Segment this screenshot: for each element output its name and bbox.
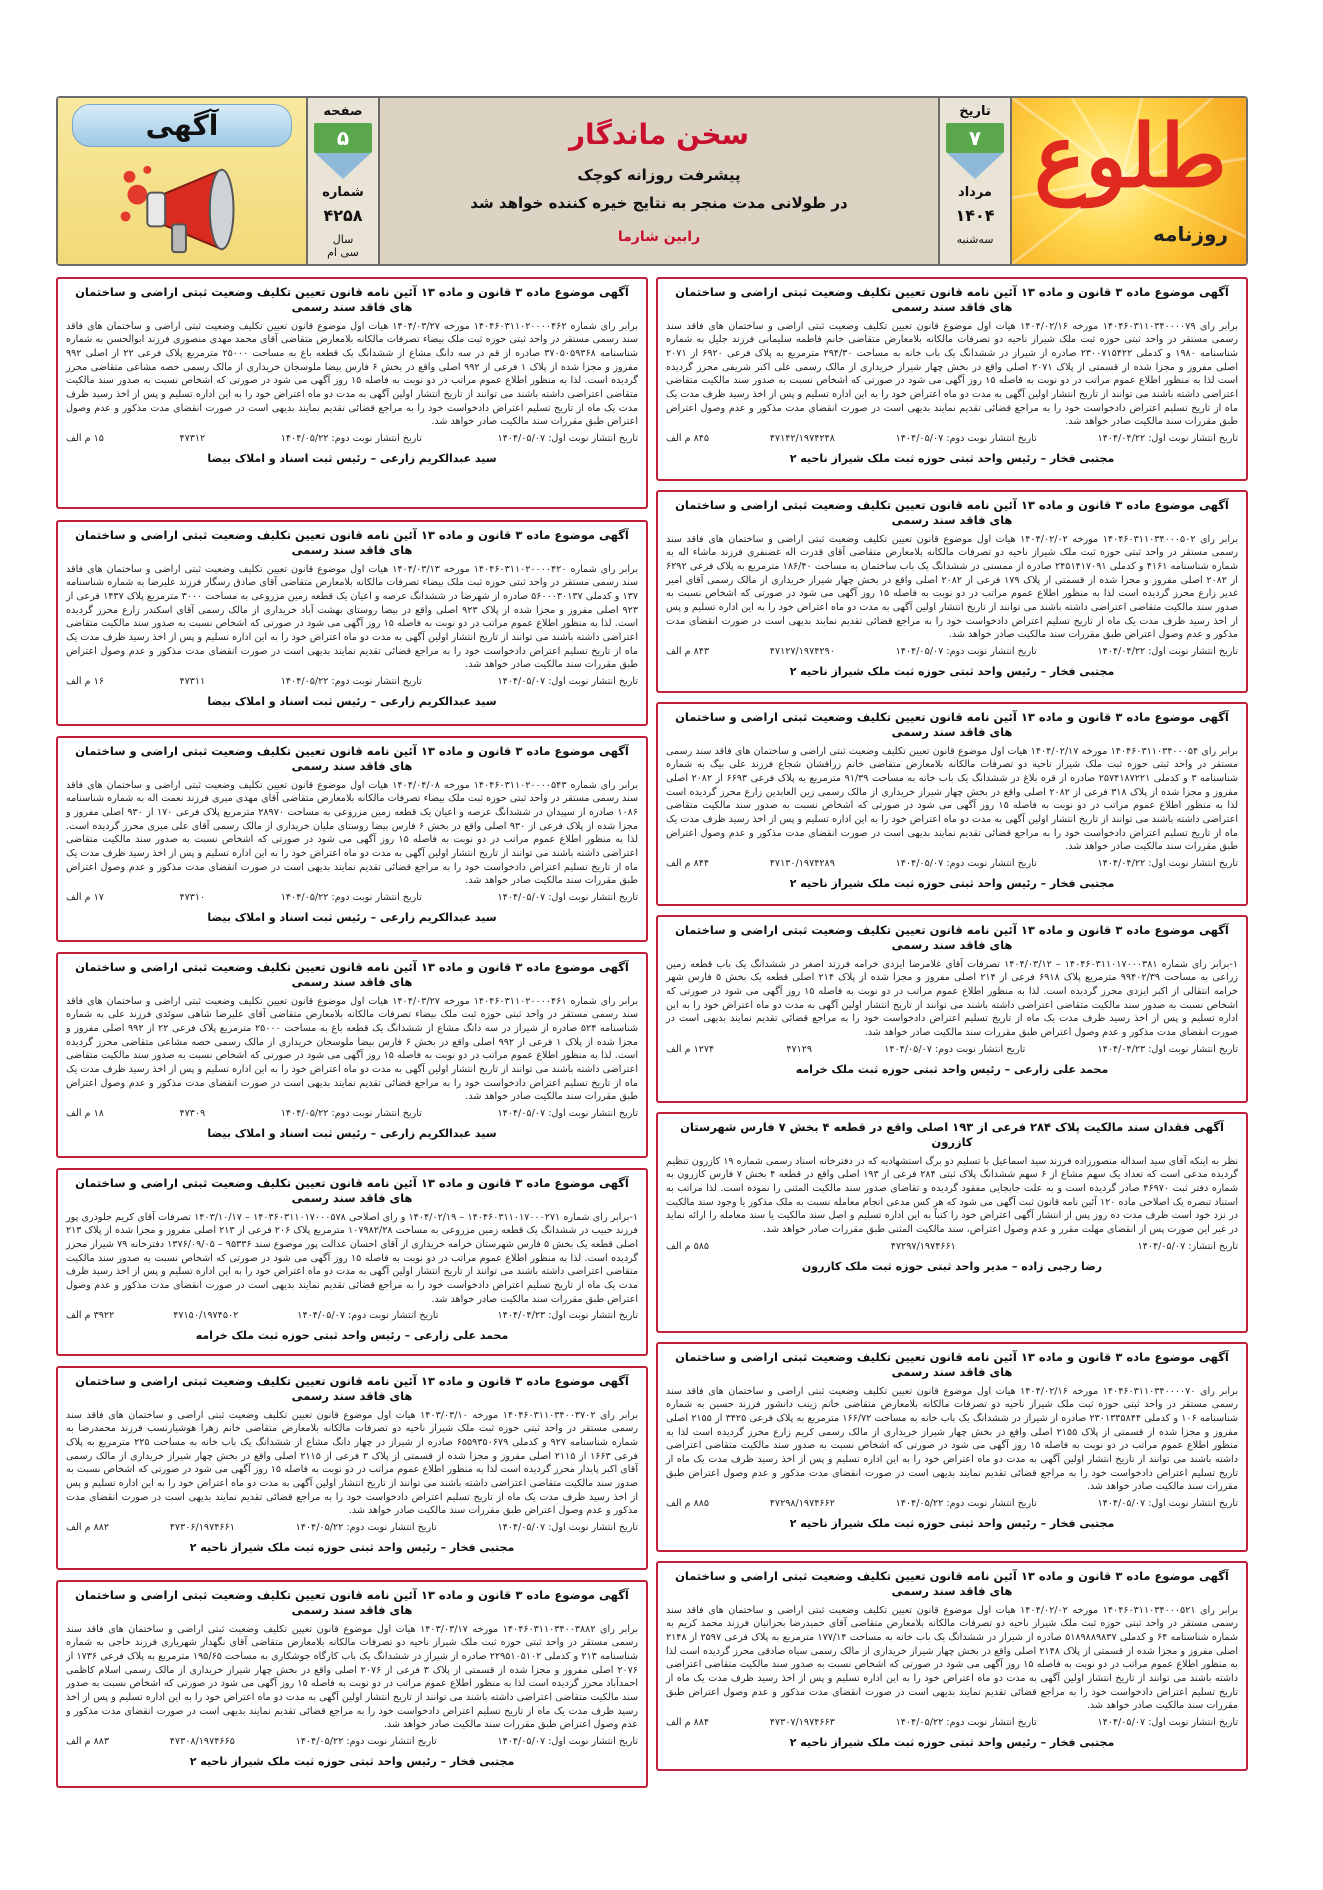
logo-subtitle: روزنامه (1153, 222, 1228, 246)
publish-date-first: تاریخ انتشار نوبت اول: ۱۴۰۴/۰۵/۰۷ (497, 1521, 638, 1533)
editorial-author: رابین شارما (617, 228, 701, 245)
notice-signature: مجتبی فخار – رئیس واحد ثبتی حوزه ثبت ملک شیراز ناحیه ۲ (189, 1540, 515, 1554)
notice-body: برابر رای شماره ۱۴۰۴۶۰۳۱۱۰۲۰۰۰۰۵۴۳ مورخه ۱۴۰۴/۰۴/۰۸ هیات اول موضوع قانون تعیین تکلیف وضعیت ثبتی اراضی و ساختمان های فاقد سند رسمی مستقر در واحد ثبتی حوزه ثبت ملک بیضاء تصرفات مالکانه بلامعارض متقاضی آقای مهدی میری فرزند نعمت اله به شماره شناسنامه ۱۰۸۶ صادره از سپیدان در ششدانگ عرصه و اعیان یک قطعه زمین مزروعی به مساحت ۲۸۹۷۰ مترمربع پلاک فرعی ۱۷۰ از ۹۳۰ اصلی مفروز و مجزا شده از پلاک فرعی از ۹۳۰ اصلی واقع در بخش ۶ فارس بیضا روستای ملیان خریداری از مالک رسمی آقای علی میری محرز گردیده است. لذا به منظور اطلاع عموم مراتب در دو نوبت به فاصله ۱۵ روز آگهی می شود در صورتی که اشخاص نسبت به صدور سند مالکیت متقاضی اعتراضی داشته باشند می توانند از تاریخ انتشار اولین آگهی به مدت دو ماه اعتراض خود را به این اداره تسلیم و پس از اخذ رسید ظرف مدت یک ماه از تاریخ تسلیم اعتراض دادخواست خود را به مراجع قضائی تقدیم نمایند بدیهی است در صورت انقضای مدت مذکور و عدم وصول اعتراض طبق مقررات سند مالکیت صادر خواهد شد. (66, 779, 638, 887)
notice-meta (666, 1044, 1238, 1055)
publish-date-first: تاریخ انتشار نوبت اول: ۱۴۰۴/۰۴/۲۲ (1097, 857, 1238, 869)
notice-signature: مجتبی فخار – رئیس واحد ثبتی حوزه ثبت ملک شیراز ناحیه ۲ (789, 1516, 1115, 1530)
notice-title: آگهی موضوع ماده ۳ قانون و ماده ۱۳ آئین نامه قانون تعیین تکلیف وضعیت ثبتی اراضی و ساختمان های فاقد سند رسمی (75, 1374, 629, 1403)
notice-card (56, 520, 648, 726)
notice-signature: سید عبدالکریم زارعی – رئیس ثبت اسناد و املاک بیضا (207, 1126, 497, 1140)
notice-ref: ۸۸۴ م الف (666, 1716, 710, 1728)
notice-signature: مجتبی فخار – رئیس واحد ثبتی حوزه ثبت ملک شیراز ناحیه ۲ (789, 664, 1115, 678)
notice-code: ۴۷۱۲۹ (786, 1043, 813, 1055)
notice-code: ۴۷۳۰۸/۱۹۷۴۶۶۵ (169, 1735, 235, 1747)
notice-card (56, 1580, 648, 1788)
notice-meta (666, 646, 1238, 657)
notice-meta (666, 858, 1238, 869)
notice-body: ۱-برابر رای شماره ۱۴۰۴۶۰۳۱۱۰۱۷۰۰۰۲۷۱ – ۱۴۰۴/۰۲/۱۹ و رای اصلاحی ۱۴۰۳۶۰۳۱۱۰۱۷۰۰۰۵۷۸ – ۱۴۰۳/۱۰/۱۷ تصرفات آقای کریم جلودری پور فرزند حبیب در ششدانگ یک قطعه زمین مزروعی به مساحت ۱۰۷۹۸۲/۲۸ مترمربع پلاک ۲۰۶ فرعی از ۲۱۳ اصلی مفروز و مجزا شده از پلاک ۲۱۳ اصلی قطعه یک بخش ۵ فارس شهرستان خرامه خریداری از آقای احسان عدالت پور موضوع سند ۹۵۳۳۶ – ۱۳۷۶/۰۹/۰۵ دفترخانه ۷۹ شیراز محرز گردیده است. لذا به منظور اطلاع عموم مراتب در دو نوبت به فاصله ۱۵ روز آگهی می شود در صورتی که اشخاص نسبت به صدور سند مالکیت متقاضی اعتراضی داشته باشند می توانند از تاریخ انتشار اولین آگهی به مدت دو ماه اعتراض خود را به این اداره تسلیم و پس از اخذ رسید ظرف مدت یک ماه از تاریخ تسلیم اعتراض دادخواست خود را به مراجع قضائی تقدیم نمایند بدیهی است در صورت انقضای مدت مذکور و عدم وصول اعتراض طبق مقررات سند مالکیت صادر خواهد شد. (66, 1211, 638, 1305)
logo-wordmark: طلوع (1034, 106, 1227, 207)
notice-title: آگهی موضوع ماده ۳ قانون و ماده ۱۳ آئین نامه قانون تعیین تکلیف وضعیت ثبتی اراضی و ساختمان های فاقد سند رسمی (75, 1588, 629, 1617)
notice-card (656, 277, 1248, 481)
notice-ref: ۸۴۴ م الف (666, 857, 710, 869)
advertisement-title: آگهی (72, 104, 292, 147)
notice-body: برابر رای ۱۴۰۴۶۰۳۱۱۰۳۴۰۰۰۰۷۰ مورخه ۱۴۰۴/۰۲/۱۶ هیات اول موضوع قانون تعیین تکلیف وضعیت ثبتی اراضی و ساختمان های فاقد سند رسمی مستقر در واحد ثبتی حوزه ثبت ملک شیراز ناحیه دو تصرفات مالکانه بلامعارض متقاضی خانم زینب دانشور فرزند حسین به شماره شناسنامه ۱۰۶ و کدملی ۲۳۰۱۳۳۵۸۴۴ صادره از شیراز در ششدانگ یک باب خانه به مساحت ۱۶۶/۷۲ مترمربع به پلاک فرعی ۳۴۲۵ از ۲۱۵۵ اصلی مفروز و مجزا شده از قسمتی از پلاک ۲۱۵۵ اصلی واقع در بخش چهار شیراز خریداری از مالک رسمی کریم زارع محرز گردیده است لذا به منظور اطلاع عموم مراتب در دو نوبت به فاصله ۱۵ روز آگهی می شود در صورتی که اشخاص نسبت به صدور سند مالکیت متقاضی اعتراضی داشته باشند می توانند از تاریخ انتشار اولین آگهی به مدت دو ماه اعتراض خود را به این اداره تسلیم و پس از اخذ رسید ظرف مدت یک ماه از تاریخ تسلیم اعتراض دادخواست خود را به مراجع قضائی تقدیم نمایند بدیهی است در صورت انقضای مدت مذکور و عدم وصول اعتراض طبق مقررات سند مالکیت صادر خواهد شد. (666, 1385, 1238, 1493)
year-value: سی ام (327, 246, 359, 260)
notice-body: برابر رای شماره ۱۴۰۴۶۰۳۱۱۰۲۰۰۰۰۴۶۱ مورخه ۱۴۰۴/۰۳/۲۷ هیات اول موضوع قانون تعیین تکلیف وضعیت ثبتی اراضی و ساختمان های فاقد سند رسمی مستقر در واحد ثبتی حوزه ثبت ملک بیضاء تصرفات مالکانه بلامعارض متقاضی آقای علیرضا شاهی سوئدی فرزند علی به شماره شناسنامه ۵۲۴ صادره از شیراز در سه دانگ مشاع از ششدانگ یک قطعه باغ به مساحت ۲۵۰۰۰ مترمربع پلاک فرعی ۲۲ از ۹۹۲ اصلی مفروز و مجزا شده از پلاک ۱ فرعی از ۹۹۲ اصلی واقع در بخش ۶ فارس بیضا ملوسجان خریداری از مالک رسمی حصه مشاعی متقاضی محرز گردیده است. لذا به منظور اطلاع عموم مراتب در دو نوبت به فاصله ۱۵ روز آگهی می شود در صورتی که اشخاص نسبت به صدور سند مالکیت متقاضی اعتراضی داشته باشند می توانند از تاریخ انتشار اولین آگهی به مدت دو ماه اعتراض خود را به این اداره تسلیم و پس از اخذ رسید ظرف مدت یک ماه از تاریخ تسلیم اعتراض دادخواست خود را به مراجع قضائی تقدیم نمایند بدیهی است در صورت انقضای مدت مذکور و عدم وصول اعتراض طبق مقررات سند مالکیت صادر خواهد شد. (66, 995, 638, 1103)
notice-ref: ۱۵ م الف (66, 432, 104, 444)
publish-date-second: تاریخ انتشار نوبت دوم: ۱۴۰۴/۰۵/۲۲ (295, 1735, 437, 1747)
notice-title: آگهی موضوع ماده ۳ قانون و ماده ۱۳ آئین نامه قانون تعیین تکلیف وضعیت ثبتی اراضی و ساختمان های فاقد سند رسمی (75, 285, 629, 314)
notice-signature: سید عبدالکریم زارعی – رئیس ثبت اسناد و املاک بیضا (207, 910, 497, 924)
publish-date-first: تاریخ انتشار نوبت اول: ۱۴۰۴/۰۵/۰۷ (497, 891, 638, 903)
publish-date-second: تاریخ انتشار نوبت دوم: ۱۴۰۴/۰۵/۰۷ (895, 432, 1037, 444)
editorial-quote (378, 98, 938, 264)
publish-date-second: تاریخ انتشار نوبت دوم: ۱۴۰۴/۰۵/۲۲ (895, 1716, 1037, 1728)
notice-code: ۴۷۳۰۷/۱۹۷۴۶۶۳ (769, 1716, 835, 1728)
publish-date-second: تاریخ انتشار نوبت دوم: ۱۴۰۴/۰۵/۲۲ (280, 1107, 422, 1119)
editorial-title: سخن ماندگار (568, 117, 750, 151)
notice-card (656, 1561, 1248, 1771)
notice-code: ۴۷۳۰۶/۱۹۷۴۶۶۱ (169, 1521, 235, 1533)
masthead (56, 96, 1248, 266)
chevron-down-icon (315, 153, 371, 179)
publish-date-second: تاریخ انتشار نوبت دوم: ۱۴۰۴/۰۵/۲۲ (895, 1497, 1037, 1509)
notice-meta (66, 676, 638, 687)
notice-code: ۴۷۲۹۷/۱۹۷۴۶۶۱ (890, 1240, 956, 1252)
notice-body: برابر رای ۱۴۰۴۶۰۳۱۱۰۳۴۰۰۳۸۸۲ مورخه ۱۴۰۳/۰۳/۱۷ هیات اول موضوع قانون تعیین تکلیف وضعیت ثبتی اراضی و ساختمان های فاقد سند رسمی مستقر در واحد ثبتی حوزه ثبت ملک شیراز ناحیه دو تصرفات مالکانه بلامعارض متقاضی آقای نگهدار شهریاری فرزند حاجی به شماره شناسنامه ۲۱۳ و کدملی ۲۲۹۵۱۰۵۱۰۲ صادره از شیراز در ششدانگ یک باب کارگاه جوشکاری به مساحت ۱۹۵/۶۵ مترمربع به پلاک فرعی ۱۷۳۶ از ۲۰۷۶ اصلی مفروز و مجزا شده از قسمتی از پلاک ۳ فرعی از ۲۰۷۶ اصلی واقع در بخش چهار شیراز خریداری از مالک رسمی اسلام کاظمی احمدآباد محرز گردیده است لذا به منظور اطلاع عموم مراتب در دو نوبت به فاصله ۱۵ روز آگهی می شود در صورتی که اشخاص نسبت به صدور سند مالکیت متقاضی اعتراضی داشته باشند می توانند از تاریخ انتشار اولین آگهی به مدت دو ماه اعتراض خود را به این اداره تسلیم و پس از اخذ رسید ظرف مدت یک ماه از تاریخ تسلیم اعتراض دادخواست خود را به مراجع قضائی تقدیم نمایند بدیهی است در صورت انقضای مدت مذکور و عدم وصول اعتراض طبق مقررات سند مالکیت صادر خواهد شد. (66, 1623, 638, 1731)
notice-meta (66, 1736, 638, 1747)
publish-date-first: تاریخ انتشار نوبت اول: ۱۴۰۴/۰۵/۰۷ (497, 432, 638, 444)
notice-code: ۴۷۱۴۲/۱۹۷۴۲۴۸ (769, 432, 835, 444)
publish-date-first: تاریخ انتشار نوبت اول: ۱۴۰۴/۰۴/۲۳ (497, 1310, 638, 1322)
notice-signature: سید عبدالکریم زارعی – رئیس ثبت اسناد و املاک بیضا (207, 694, 497, 708)
notice-body: برابر رای ۱۴۰۴۶۰۳۱۱۰۳۴۰۰۰۵۴ مورخه ۱۴۰۴/۰۲/۱۷ هیات اول موضوع قانون تعیین تکلیف وضعیت ثبتی اراضی و ساختمان های فاقد سند رسمی مستقر در واحد ثبتی حوزه ثبت ملک شیراز ناحیه دو تصرفات مالکانه بلامعارض متقاضی خانم زرافشان شجاع فرزند علی بیگ به شماره شناسنامه ۳ و کدملی ۲۵۷۴۱۸۷۲۲۱ صادره از قره بلاغ در ششدانگ یک باب خانه به مساحت ۹۱/۳۹ مترمربع به پلاک فرعی ۶۶۹۳ از ۲۰۸۲ اصلی مفروز و مجزا شده از پلاک ۳۱۸ فرعی از ۲۰۸۲ اصلی واقع در بخش چهار شیراز خریداری از مالک رسمی زین العابدین زارع محرز گردیده است لذا به منظور اطلاع عموم مراتب در دو نوبت به فاصله ۱۵ روز آگهی می شود در صورتی که اشخاص نسبت به صدور سند مالکیت متقاضی اعتراضی داشته باشند می توانند از تاریخ انتشار اولین آگهی به مدت دو ماه اعتراض خود را به این اداره تسلیم و پس از اخذ رسید ظرف مدت یک ماه از تاریخ تسلیم اعتراض دادخواست خود را به مراجع قضائی تقدیم نمایند بدیهی است در صورت انقضای مدت مذکور و عدم وصول اعتراض طبق مقررات سند مالکیت صادر خواهد شد. (666, 745, 1238, 853)
notice-body: برابر رای ۱۴۰۴۶۰۳۱۱۰۳۴۰۰۰۰۷۹ مورخه ۱۴۰۴/۰۲/۱۶ هیات اول موضوع قانون تعیین تکلیف وضعیت ثبتی اراضی و ساختمان های فاقد سند رسمی مستقر در واحد ثبتی حوزه ثبت ملک شیراز ناحیه دو تصرفات مالکانه بلامعارض متقاضی خانم فاطمه سلیمانی فرزند جلیل به شماره شناسنامه ۱۹۸۰ و کدملی ۲۳۰۰۷۱۵۴۲۲ صادره از شیراز در ششدانگ یک باب خانه به مساحت ۲۹۴/۳۰ مترمربع به پلاک فرعی ۶۹۲۰ از ۲۰۷۱ اصلی مفروز و مجزا شده از قسمتی از پلاک ۲۰۷۱ اصلی واقع در بخش چهار شیراز خریداری از مالک رسمی علی اکبر شریفی محرز گردیده است لذا به منظور اطلاع عموم مراتب در دو نوبت به فاصله ۱۵ روز آگهی می شود در صورتی که اشخاص نسبت به صدور سند مالکیت متقاضی اعتراضی داشته باشند می توانند از تاریخ انتشار اولین آگهی به مدت دو ماه اعتراض خود را به این اداره تسلیم و پس از اخذ رسید ظرف مدت یک ماه از تاریخ تسلیم اعتراض دادخواست خود را به مراجع قضائی تقدیم نمایند بدیهی است در صورت انقضای مدت مذکور و عدم وصول اعتراض طبق مقررات سند مالکیت صادر خواهد شد. (666, 320, 1238, 428)
notice-code: ۴۷۱۵۰/۱۹۷۴۵۰۲ (173, 1310, 239, 1322)
advertisement-banner (58, 98, 306, 264)
notice-card (656, 1112, 1248, 1333)
publish-date-first: تاریخ انتشار نوبت اول: ۱۴۰۴/۰۴/۲۲ (1097, 645, 1238, 657)
notice-ref: ۸۸۵ م الف (666, 1497, 710, 1509)
notice-ref: ۵۸۵ م الف (666, 1240, 710, 1252)
date-label: تاریخ (959, 104, 991, 119)
publish-date-second: تاریخ انتشار نوبت دوم: ۱۴۰۴/۰۵/۰۷ (895, 857, 1037, 869)
notice-title: آگهی موضوع ماده ۳ قانون و ماده ۱۳ آئین نامه قانون تعیین تکلیف وضعیت ثبتی اراضی و ساختمان های فاقد سند رسمی (75, 1176, 629, 1205)
notice-card (656, 490, 1248, 693)
issue-label: شماره (322, 185, 364, 200)
year-info (327, 233, 359, 259)
page-number: ۵ (314, 123, 372, 153)
notice-signature: مجتبی فخار – رئیس واحد ثبتی حوزه ثبت ملک شیراز ناحیه ۲ (789, 451, 1115, 465)
notice-ref: ۱۲۷۴ م الف (666, 1043, 715, 1055)
notice-body: برابر رای شماره ۱۴۰۴۶۰۳۱۱۰۲۰۰۰۰۴۲۰ مورخه ۱۴۰۴/۰۳/۱۳ هیات اول موضوع قانون تعیین تکلیف وضعیت ثبتی اراضی و ساختمان های فاقد سند رسمی مستقر در واحد ثبتی حوزه ثبت ملک بیضاء تصرفات مالکانه بلامعارض متقاضی آقای صادق رسگار فرزند علیرضا به شماره شناسنامه ۱۳۷ و کدملی ۵۶۰۰۰۳۰۱۳۷ صادره از شهرضا در ششدانگ عرصه و اعیان یک قطعه زمین مزروعی به مساحت ۳۰۰۰ مترمربع پلاک ۱۴۳۷ فرعی از ۹۲۳ اصلی مفروز و مجزا شده از پلاک ۹۲۳ اصلی واقع در بیضا روستای بهشت آباد خریداری از مالک رسمی آقای اسکندر زارع محرز گردیده است. لذا به منظور اطلاع عموم مراتب در دو نوبت به فاصله ۱۵ روز آگهی می شود در صورتی که اشخاص نسبت به صدور سند مالکیت متقاضی اعتراضی داشته باشند می توانند از تاریخ انتشار اولین آگهی به مدت دو ماه اعتراض خود را به این اداره تسلیم و پس از اخذ رسید ظرف مدت یک ماه از تاریخ تسلیم اعتراض دادخواست خود را به مراجع قضائی تقدیم نمایند بدیهی است در صورت انقضای مدت مذکور و عدم وصول اعتراض طبق مقررات سند مالکیت صادر خواهد شد. (66, 563, 638, 671)
notice-title: آگهی موضوع ماده ۳ قانون و ماده ۱۳ آئین نامه قانون تعیین تکلیف وضعیت ثبتی اراضی و ساختمان های فاقد سند رسمی (675, 710, 1229, 739)
notice-title: آگهی موضوع ماده ۳ قانون و ماده ۱۳ آئین نامه قانون تعیین تکلیف وضعیت ثبتی اراضی و ساختمان های فاقد سند رسمی (675, 498, 1229, 527)
publish-date-second: تاریخ انتشار نوبت دوم: ۱۴۰۴/۰۵/۲۲ (280, 891, 422, 903)
notice-title: آگهی موضوع ماده ۳ قانون و ماده ۱۳ آئین نامه قانون تعیین تکلیف وضعیت ثبتی اراضی و ساختمان های فاقد سند رسمی (675, 1569, 1229, 1598)
notice-title: آگهی موضوع ماده ۳ قانون و ماده ۱۳ آئین نامه قانون تعیین تکلیف وضعیت ثبتی اراضی و ساختمان های فاقد سند رسمی (75, 744, 629, 773)
notice-card (56, 1366, 648, 1570)
notice-code: ۴۷۲۹۸/۱۹۷۴۶۶۲ (769, 1497, 835, 1509)
publish-date-first: تاریخ انتشار نوبت اول: ۱۴۰۴/۰۵/۰۷ (497, 1107, 638, 1119)
notice-title: آگهی موضوع ماده ۳ قانون و ماده ۱۳ آئین نامه قانون تعیین تکلیف وضعیت ثبتی اراضی و ساختمان های فاقد سند رسمی (75, 528, 629, 557)
publish-date-first: تاریخ انتشار نوبت اول: ۱۴۰۴/۰۵/۰۷ (497, 675, 638, 687)
notice-ref: ۸۴۳ م الف (666, 645, 710, 657)
notice-body: برابر رای ۱۴۰۴۶۰۳۱۱۰۳۴۰۰۳۷۰۲ مورخه ۱۴۰۳/۰۳/۱۰ هیات اول موضوع قانون تعیین تکلیف وضعیت ثبتی اراضی و ساختمان های فاقد سند رسمی مستقر در واحد ثبتی حوزه ثبت ملک شیراز ناحیه دو تصرفات مالکانه بلامعارض متقاضی خانم زهرا هوشیارنسب فرزند محمدرضا به شماره شناسنامه ۹۲۷ و کدملی ۶۵۵۹۳۵۰۶۷۹ صادره از شیراز در چهار دانگ مشاع از ششدانگ یک باب خانه به مساحت ۲۲۵ مترمربع به پلاک فرعی ۱۶۶۳ از ۲۱۱۵ اصلی مفروز و مجزا شده از قسمتی از پلاک ۳ فرعی از ۲۱۱۵ اصلی واقع در بخش چهار شیراز خریداری از مالک رسمی آقای اکبر پایدار محرز گردیده است لذا به منظور اطلاع عموم مراتب در دو نوبت به فاصله ۱۵ روز آگهی می شود در صورتی که اشخاص نسبت به صدور سند مالکیت متقاضی اعتراضی داشته باشند می توانند از تاریخ انتشار اولین آگهی به مدت دو ماه اعتراض خود را به این اداره تسلیم و پس از اخذ رسید ظرف مدت یک ماه از تاریخ تسلیم اعتراض دادخواست خود را به مراجع قضائی تقدیم نمایند بدیهی است در صورت انقضای مدت مذکور و عدم وصول اعتراض طبق مقررات سند مالکیت صادر خواهد شد. (66, 1409, 639, 1517)
notice-ref: ۱۷ م الف (66, 891, 104, 903)
publish-date-first: تاریخ انتشار: ۱۴۰۴/۰۵/۰۷ (1137, 1240, 1238, 1252)
publish-date-second: تاریخ انتشار نوبت دوم: ۱۴۰۴/۰۵/۰۷ (297, 1310, 439, 1322)
notice-body: ۱-برابر رای شماره ۱۴۰۴۶۰۳۱۱۰۱۷۰۰۰۳۸۱ – ۱۴۰۴/۰۳/۱۲ تصرفات آقای غلامرضا ایزدی خرامه فرزند اصغر در ششدانگ یک باب قطعه زمین زراعی به مساحت ۹۹۴۰۲/۳۹ مترمربع پلاک ۶۹۱۸ فرعی از ۲۱۴ اصلی مفروز و مجزا شده از پلاک ۲۱۴ اصلی قطعه یک بخش ۵ فارس شهر خرامه انتقالی از اکبر ایزدی محرز گردیده است. لذا به منظور اطلاع عموم مراتب در دو نوبت به فاصله ۱۵ روز آگهی می شود در صورتی که اشخاص نسبت به صدور سند مالکیت متقاضی اعتراضی داشته باشند می توانند از تاریخ انتشار اولین آگهی به مدت دو ماه اعتراض خود را به این اداره تسلیم و پس از اخذ رسید ظرف مدت یک ماه از تاریخ تسلیم اعتراض دادخواست خود را به مراجع قضائی تقدیم نمایند بدیهی است در صورت انقضای مدت مذکور و عدم وصول اعتراض طبق مقررات سند مالکیت صادر خواهد شد. (666, 958, 1239, 1038)
notice-ref: ۳۹۲۲ م الف (66, 1310, 115, 1322)
date-info (938, 98, 1010, 264)
notice-card (56, 736, 648, 942)
notice-signature: مجتبی فخار – رئیس واحد ثبتی حوزه ثبت ملک شیراز ناحیه ۲ (789, 876, 1115, 890)
publish-date-first: تاریخ انتشار نوبت اول: ۱۴۰۴/۰۵/۰۷ (497, 1735, 638, 1747)
publish-date-first: تاریخ انتشار نوبت اول: ۱۴۰۴/۰۴/۲۲ (1097, 432, 1238, 444)
publish-date-first: تاریخ انتشار نوبت اول: ۱۴۰۴/۰۵/۰۷ (1097, 1716, 1238, 1728)
date-day: ۷ (946, 123, 1004, 153)
publish-date-first: تاریخ انتشار نوبت اول: ۱۴۰۴/۰۵/۰۷ (1097, 1497, 1238, 1509)
megaphone-icon (107, 155, 257, 264)
issue-number: ۴۲۵۸ (323, 206, 363, 225)
notice-code: ۴۷۳۱۱ (179, 675, 206, 687)
notice-card (56, 952, 648, 1158)
notice-signature: مجتبی فخار – رئیس واحد ثبتی حوزه ثبت ملک شیراز ناحیه ۲ (189, 1754, 515, 1768)
notice-code: ۴۷۳۰۹ (179, 1107, 206, 1119)
newspaper-page (56, 96, 1248, 1848)
newspaper-logo (1010, 98, 1246, 264)
publish-date-second: تاریخ انتشار نوبت دوم: ۱۴۰۴/۰۵/۲۲ (280, 675, 422, 687)
notice-body: برابر رای ۱۴۰۴۶۰۳۱۱۰۳۴۰۰۰۵۰۲ مورخه ۱۴۰۴/۰۲/۰۲ هیات اول موضوع قانون تعیین تکلیف وضعیت ثبتی اراضی و ساختمان های فاقد سند رسمی مستقر در واحد ثبتی حوزه ثبت ملک شیراز ناحیه دو تصرفات مالکانه بلامعارض متقاضی آقای قدرت اله غضنفری فرزند ماشاء اله به شماره شناسنامه ۴۱۶۱ و کدملی ۲۴۵۱۴۱۷۰۹۱ صادره از ممسنی در ششدانگ یک باب ساختمان به مساحت ۱۸۶/۴۰ مترمربع به پلاک فرعی ۶۲۹۲ از ۲۰۸۲ اصلی مفروز و مجزا شده از قسمتی از پلاک ۱۷۹ فرعی از ۲۰۸۲ اصلی واقع در بخش چهار شیراز خریداری از مالک رسمی آقای امیر غدیر زارع محرز گردیده است لذا به منظور اطلاع عموم مراتب در دو نوبت به فاصله ۱۵ روز آگهی می شود در صورتی که اشخاص نسبت به صدور سند مالکیت متقاضی اعتراضی داشته باشند می توانند از تاریخ انتشار اولین آگهی به مدت دو ماه اعتراض خود را به این اداره تسلیم و پس از اخذ رسید ظرف مدت یک ماه از تاریخ تسلیم اعتراض دادخواست خود را به مراجع قضائی تقدیم نمایند بدیهی است در صورت انقضای مدت مذکور و عدم وصول اعتراض طبق مقررات سند مالکیت صادر خواهد شد. (666, 533, 1238, 641)
notice-title: آگهی موضوع ماده ۳ قانون و ماده ۱۳ آئین نامه قانون تعیین تکلیف وضعیت ثبتی اراضی و ساختمان های فاقد سند رسمی (75, 960, 629, 989)
notice-title: آگهی موضوع ماده ۳ قانون و ماده ۱۳ آئین نامه قانون تعیین تکلیف وضعیت ثبتی اراضی و ساختمان های فاقد سند رسمی (675, 923, 1229, 952)
notice-signature: مجتبی فخار – رئیس واحد ثبتی حوزه ثبت ملک شیراز ناحیه ۲ (789, 1735, 1115, 1749)
issue-info (306, 98, 378, 264)
notice-code: ۴۷۱۲۷/۱۹۷۴۲۹۰ (769, 645, 835, 657)
notice-meta (666, 1717, 1238, 1728)
notice-ref: ۱۸ م الف (66, 1107, 104, 1119)
notice-meta (66, 892, 638, 903)
notice-meta (666, 1241, 1238, 1252)
notice-signature: رضا رجبی زاده – مدیر واحد ثبتی حوزه ثبت ملک کازرون (801, 1259, 1103, 1273)
notice-ref: ۸۸۲ م الف (66, 1521, 110, 1533)
notice-meta (66, 433, 638, 444)
notice-title: آگهی موضوع ماده ۳ قانون و ماده ۱۳ آئین نامه قانون تعیین تکلیف وضعیت ثبتی اراضی و ساختمان های فاقد سند رسمی (675, 1350, 1229, 1379)
notice-body: نظر به اینکه آقای سید اسداله منصورزاده فرزند سید اسماعیل با تسلیم دو برگ استشهادیه که در دفترخانه اسناد رسمی شماره ۱۹ کازرون تنظیم گردیده مدعی است که تعداد یک سهم مشاع از ۶ سهم ششدانگ پلاک ثبتی ۲۸۴ فرعی از ۱۹۳ اصلی واقع در قطعه ۴ بخش ۷ فارس کازرون به شماره دفتر ثبت ۴۶۹۷۰ صادر گردیده است و به علت جابجایی مفقود گردیده و تقاضای صدور سند مالکیت المثنی را نموده است. لذا مراتب به استناد تبصره یک اصلاحی ماده ۱۲۰ آئین نامه قانون ثبت آگهی می شود که هر کس مدعی انجام معامله نسبت به ملک مذکور یا وجود سند مالکیت در نزد خود است ظرف مدت ده روز پس از انتشار آگهی اعتراض خود را کتباً به این اداره تسلیم و اصل سند مالکیت یا سند معامله را ارائه نماید در غیر این صورت پس از انقضای مهلت مقرر و عدم وصول اعتراض، سند مالکیت المثنی طبق مقررات صادر خواهد شد. (666, 1155, 1238, 1235)
notice-meta (66, 1522, 638, 1533)
notice-title: آگهی موضوع ماده ۳ قانون و ماده ۱۳ آئین نامه قانون تعیین تکلیف وضعیت ثبتی اراضی و ساختمان های فاقد سند رسمی (675, 285, 1229, 314)
page-label: صفحه (323, 104, 363, 119)
publish-date-first: تاریخ انتشار نوبت اول: ۱۴۰۴/۰۴/۲۳ (1097, 1043, 1238, 1055)
notice-meta (66, 1108, 638, 1119)
notice-signature: محمد علی زارعی – رئیس واحد ثبتی حوزه ثبت ملک خرامه (195, 1329, 509, 1343)
date-year: ۱۴۰۴ (955, 206, 995, 225)
publish-date-second: تاریخ انتشار نوبت دوم: ۱۴۰۴/۰۵/۲۲ (280, 432, 422, 444)
notice-ref: ۸۴۵ م الف (666, 432, 710, 444)
notice-ref: ۸۸۳ م الف (66, 1735, 110, 1747)
publish-date-second: تاریخ انتشار نوبت دوم: ۱۴۰۴/۰۵/۰۷ (895, 645, 1037, 657)
publish-date-second: تاریخ انتشار نوبت دوم: ۱۴۰۴/۰۵/۲۲ (295, 1521, 437, 1533)
notice-card (656, 1342, 1248, 1552)
notice-meta (666, 1498, 1238, 1509)
year-label: سال (332, 233, 354, 246)
notice-ref: ۱۶ م الف (66, 675, 104, 687)
notice-title: آگهی فقدان سند مالکیت پلاک ۲۸۴ فرعی از ۱۹۳ اصلی واقع در قطعه ۴ بخش ۷ فارس شهرستان کازرون (680, 1120, 1224, 1149)
chevron-down-icon (947, 153, 1003, 179)
notice-meta (66, 1310, 638, 1321)
editorial-line-2: در طولانی مدت منجر به نتایج خیره کننده خواهد شد (470, 193, 848, 212)
notice-meta (666, 433, 1238, 444)
notice-signature: سید عبدالکریم زارعی – رئیس ثبت اسناد و املاک بیضا (207, 451, 497, 465)
notice-signature: محمد علی زارعی – رئیس واحد ثبتی حوزه ثبت ملک خرامه (795, 1062, 1109, 1076)
notice-card (656, 915, 1248, 1103)
notice-body: برابر رای ۱۴۰۴۶۰۳۱۱۰۳۴۰۰۰۵۲۱ مورخه ۱۴۰۴/۰۲/۰۲ هیات اول موضوع قانون تعیین تکلیف وضعیت ثبتی اراضی و ساختمان های فاقد سند رسمی مستقر در واحد ثبتی حوزه ثبت ملک شیراز ناحیه دو تصرفات مالکانه بلامعارض متقاضی آقای حمیدرضا بحرانیان فرزند محمد کریم به شماره شناسنامه ۶۴ و کدملی ۵۱۸۹۸۸۹۸۳۷ صادره از شیراز در ششدانگ یک باب خانه به مساحت ۱۷۷/۱۴ مترمربع به پلاک فرعی ۲۵۹۷ از ۲۱۴۸ اصلی مفروز و مجزا شده از قسمتی از پلاک ۲۱۴۸ اصلی واقع در بخش چهار شیراز خریداری از مالک رسمی سیاه صادقی محرز گردیده است لذا به منظور اطلاع عموم مراتب در دو نوبت به فاصله ۱۵ روز آگهی می شود در صورتی که اشخاص نسبت به صدور سند مالکیت متقاضی اعتراضی داشته باشند می توانند از تاریخ انتشار اولین آگهی به مدت دو ماه اعتراض خود را به این اداره تسلیم و پس از اخذ رسید ظرف مدت یک ماه از تاریخ تسلیم اعتراض دادخواست خود را به مراجع قضائی تقدیم نمایند بدیهی است در صورت انقضای مدت مذکور و عدم وصول اعتراض طبق مقررات سند مالکیت صادر خواهد شد. (666, 1604, 1239, 1712)
notice-code: ۴۷۳۱۲ (179, 432, 206, 444)
notice-body: برابر رای شماره ۱۴۰۴۶۰۳۱۱۰۲۰۰۰۰۴۶۲ مورخه ۱۴۰۴/۰۳/۲۷ هیات اول موضوع قانون تعیین تکلیف وضعیت ثبتی اراضی و ساختمان های فاقد سند رسمی مستقر در واحد ثبتی حوزه ثبت ملک بیضاء تصرفات مالکانه بلامعارض متقاضی آقای محمد مهدی منصوری فرزند ابوالحسن به شماره شناسنامه ۳۷۰۵۰۵۹۳۶۸ صادره از قم در سه دانگ مشاع از ششدانگ یک قطعه باغ به مساحت ۲۵۰۰۰ مترمربع پلاک فرعی ۲۲ از اصلی ۹۹۲ مفروز و مجزا شده از پلاک ۱ فرعی از ۹۹۲ اصلی واقع در بخش ۶ فارس بیضا ملوسجان خریداری از مالک رسمی حصه مشاعی متقاضی محرز گردیده است. لذا به منظور اطلاع عموم مراتب در دو نوبت به فاصله ۱۵ روز آگهی می شود در صورتی که اشخاص نسبت به صدور سند مالکیت متقاضی اعتراضی داشته باشند می توانند از تاریخ انتشار اولین آگهی به مدت دو ماه اعتراض خود را به این اداره تسلیم و پس از اخذ رسید ظرف مدت یک ماه از تاریخ تسلیم اعتراض دادخواست خود را به مراجع قضائی تقدیم نمایند بدیهی است در صورت انقضای مدت مذکور و عدم وصول اعتراض طبق مقررات سند مالکیت صادر خواهد شد. (66, 320, 638, 428)
notice-code: ۴۷۳۱۰ (179, 891, 206, 903)
notice-code: ۴۷۱۳۰/۱۹۷۴۲۸۹ (769, 857, 835, 869)
date-weekday: سه‌شنبه (956, 233, 994, 246)
notice-card (56, 277, 648, 509)
notice-card (656, 702, 1248, 906)
publish-date-second: تاریخ انتشار نوبت دوم: ۱۴۰۴/۰۵/۰۷ (884, 1043, 1026, 1055)
date-month: مرداد (958, 185, 992, 200)
editorial-line-1: پیشرفت روزانه کوچک (577, 165, 741, 184)
notice-card (56, 1168, 648, 1356)
